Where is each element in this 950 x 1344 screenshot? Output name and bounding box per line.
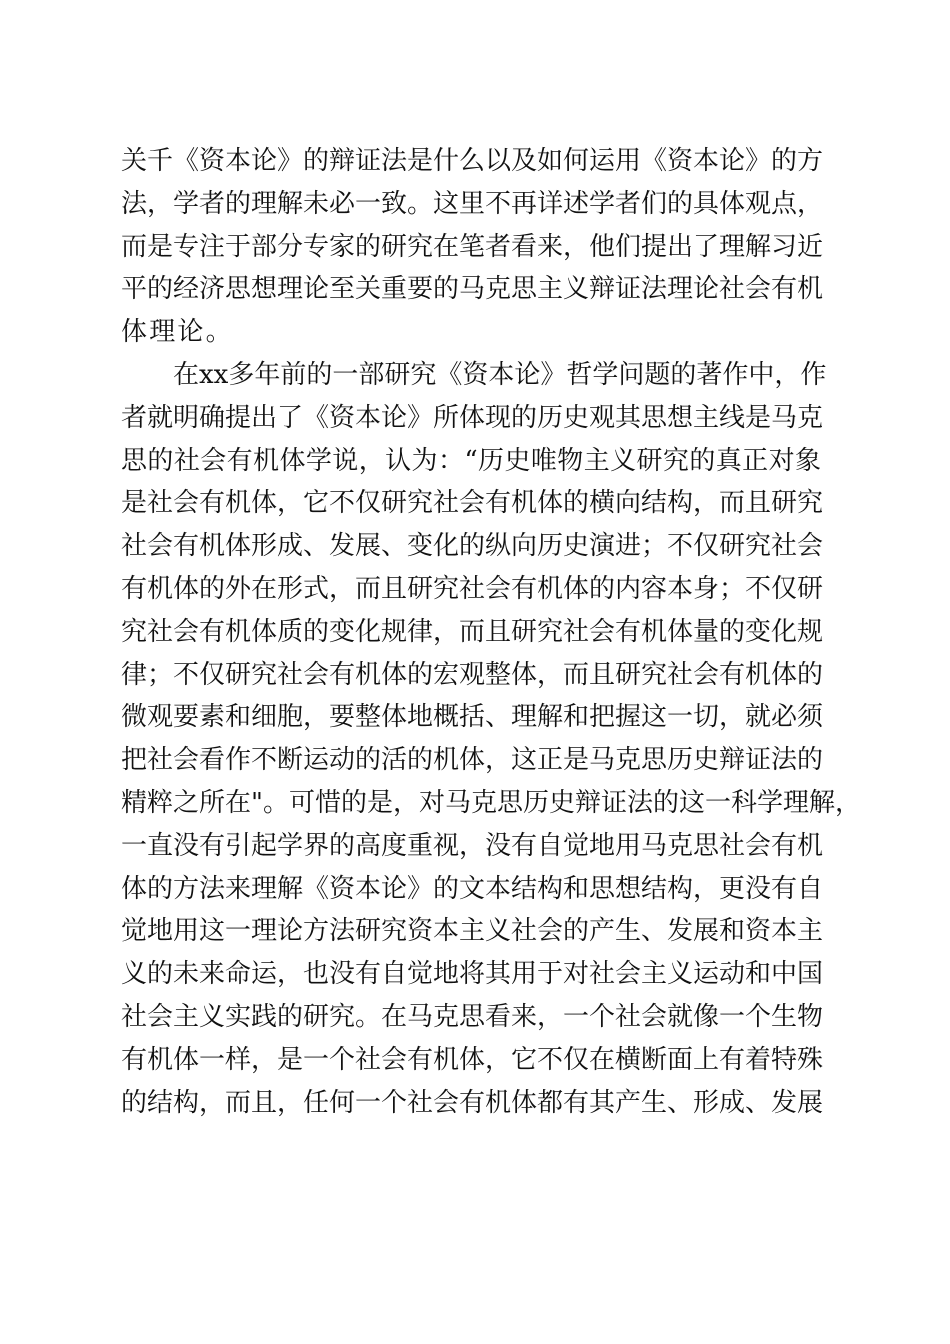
text-line: 体的方法来理解《资本论》的文本结构和思想结构，更没有自 bbox=[121, 873, 824, 904]
text-line: 在xx多年前的一部研究《资本论》哲学问题的著作中，作 bbox=[173, 360, 827, 390]
text-line: 平的经济思想理论至关重要的马克思主义辩证法理论社会有机 bbox=[121, 274, 824, 305]
text-line: 而是专注于部分专家的研究在笔者看来，他们提出了理解习近 bbox=[121, 231, 824, 262]
text-line: 体理论。 bbox=[121, 317, 234, 348]
text-line: 微观要素和细胞，要整体地概括、理解和把握这一切，就必须 bbox=[121, 702, 824, 733]
text-line: 一直没有引起学界的高度重视，没有自觉地用马克思社会有机 bbox=[121, 830, 824, 861]
text-line: 的结构，而且，任何一个社会有机体都有其产生、形成、发展 bbox=[121, 1087, 824, 1118]
text-line: 律；不仅研究社会有机体的宏观整体，而且研究社会有机体的 bbox=[121, 659, 824, 690]
text-line: 有机体一样，是一个社会有机体，它不仅在横断面上有着特殊 bbox=[121, 1044, 824, 1075]
text-line: 究社会有机体质的变化规律，而且研究社会有机体量的变化规 bbox=[121, 616, 824, 647]
text-line: 把社会看作不断运动的活的机体，这正是马克思历史辩证法的 bbox=[121, 745, 824, 776]
text-line: 觉地用这一理论方法研究资本主义社会的产生、发展和资本主 bbox=[121, 916, 824, 947]
text-line: 有机体的外在形式，而且研究社会有机体的内容本身；不仅研 bbox=[121, 573, 824, 604]
text-line: 关千《资本论》的辩证法是什么以及如何运用《资本论》的方 bbox=[121, 146, 824, 176]
text-line: 义的未来命运，也没有自觉地将其用于对社会主义运动和中国 bbox=[121, 959, 824, 990]
text-line: 精粹之所在"。可惜的是，对马克思历史辩证法的这一科学理解， bbox=[121, 787, 861, 818]
paragraph-2 bbox=[121, 354, 861, 1124]
text-line: 是社会有机体，它不仅研究社会有机体的横向结构，而且研究 bbox=[121, 488, 824, 519]
text-line: 社会有机体形成、发展、变化的纵向历史演进；不仅研究社会 bbox=[121, 531, 824, 562]
text-line: 法，学者的理解未必一致。这里不再详述学者们的具体观点， bbox=[121, 188, 824, 219]
text-line: 者就明确提出了《资本论》所体现的历史观其思想主线是马克 bbox=[121, 402, 824, 433]
text-line: 社会主义实践的研究。在马克思看来，一个社会就像一个生物 bbox=[121, 1001, 824, 1032]
text-line: 思的社会有机体学说，认为：“历史唯物主义研究的真正对象 bbox=[121, 445, 821, 476]
paragraph-1 bbox=[121, 140, 824, 354]
